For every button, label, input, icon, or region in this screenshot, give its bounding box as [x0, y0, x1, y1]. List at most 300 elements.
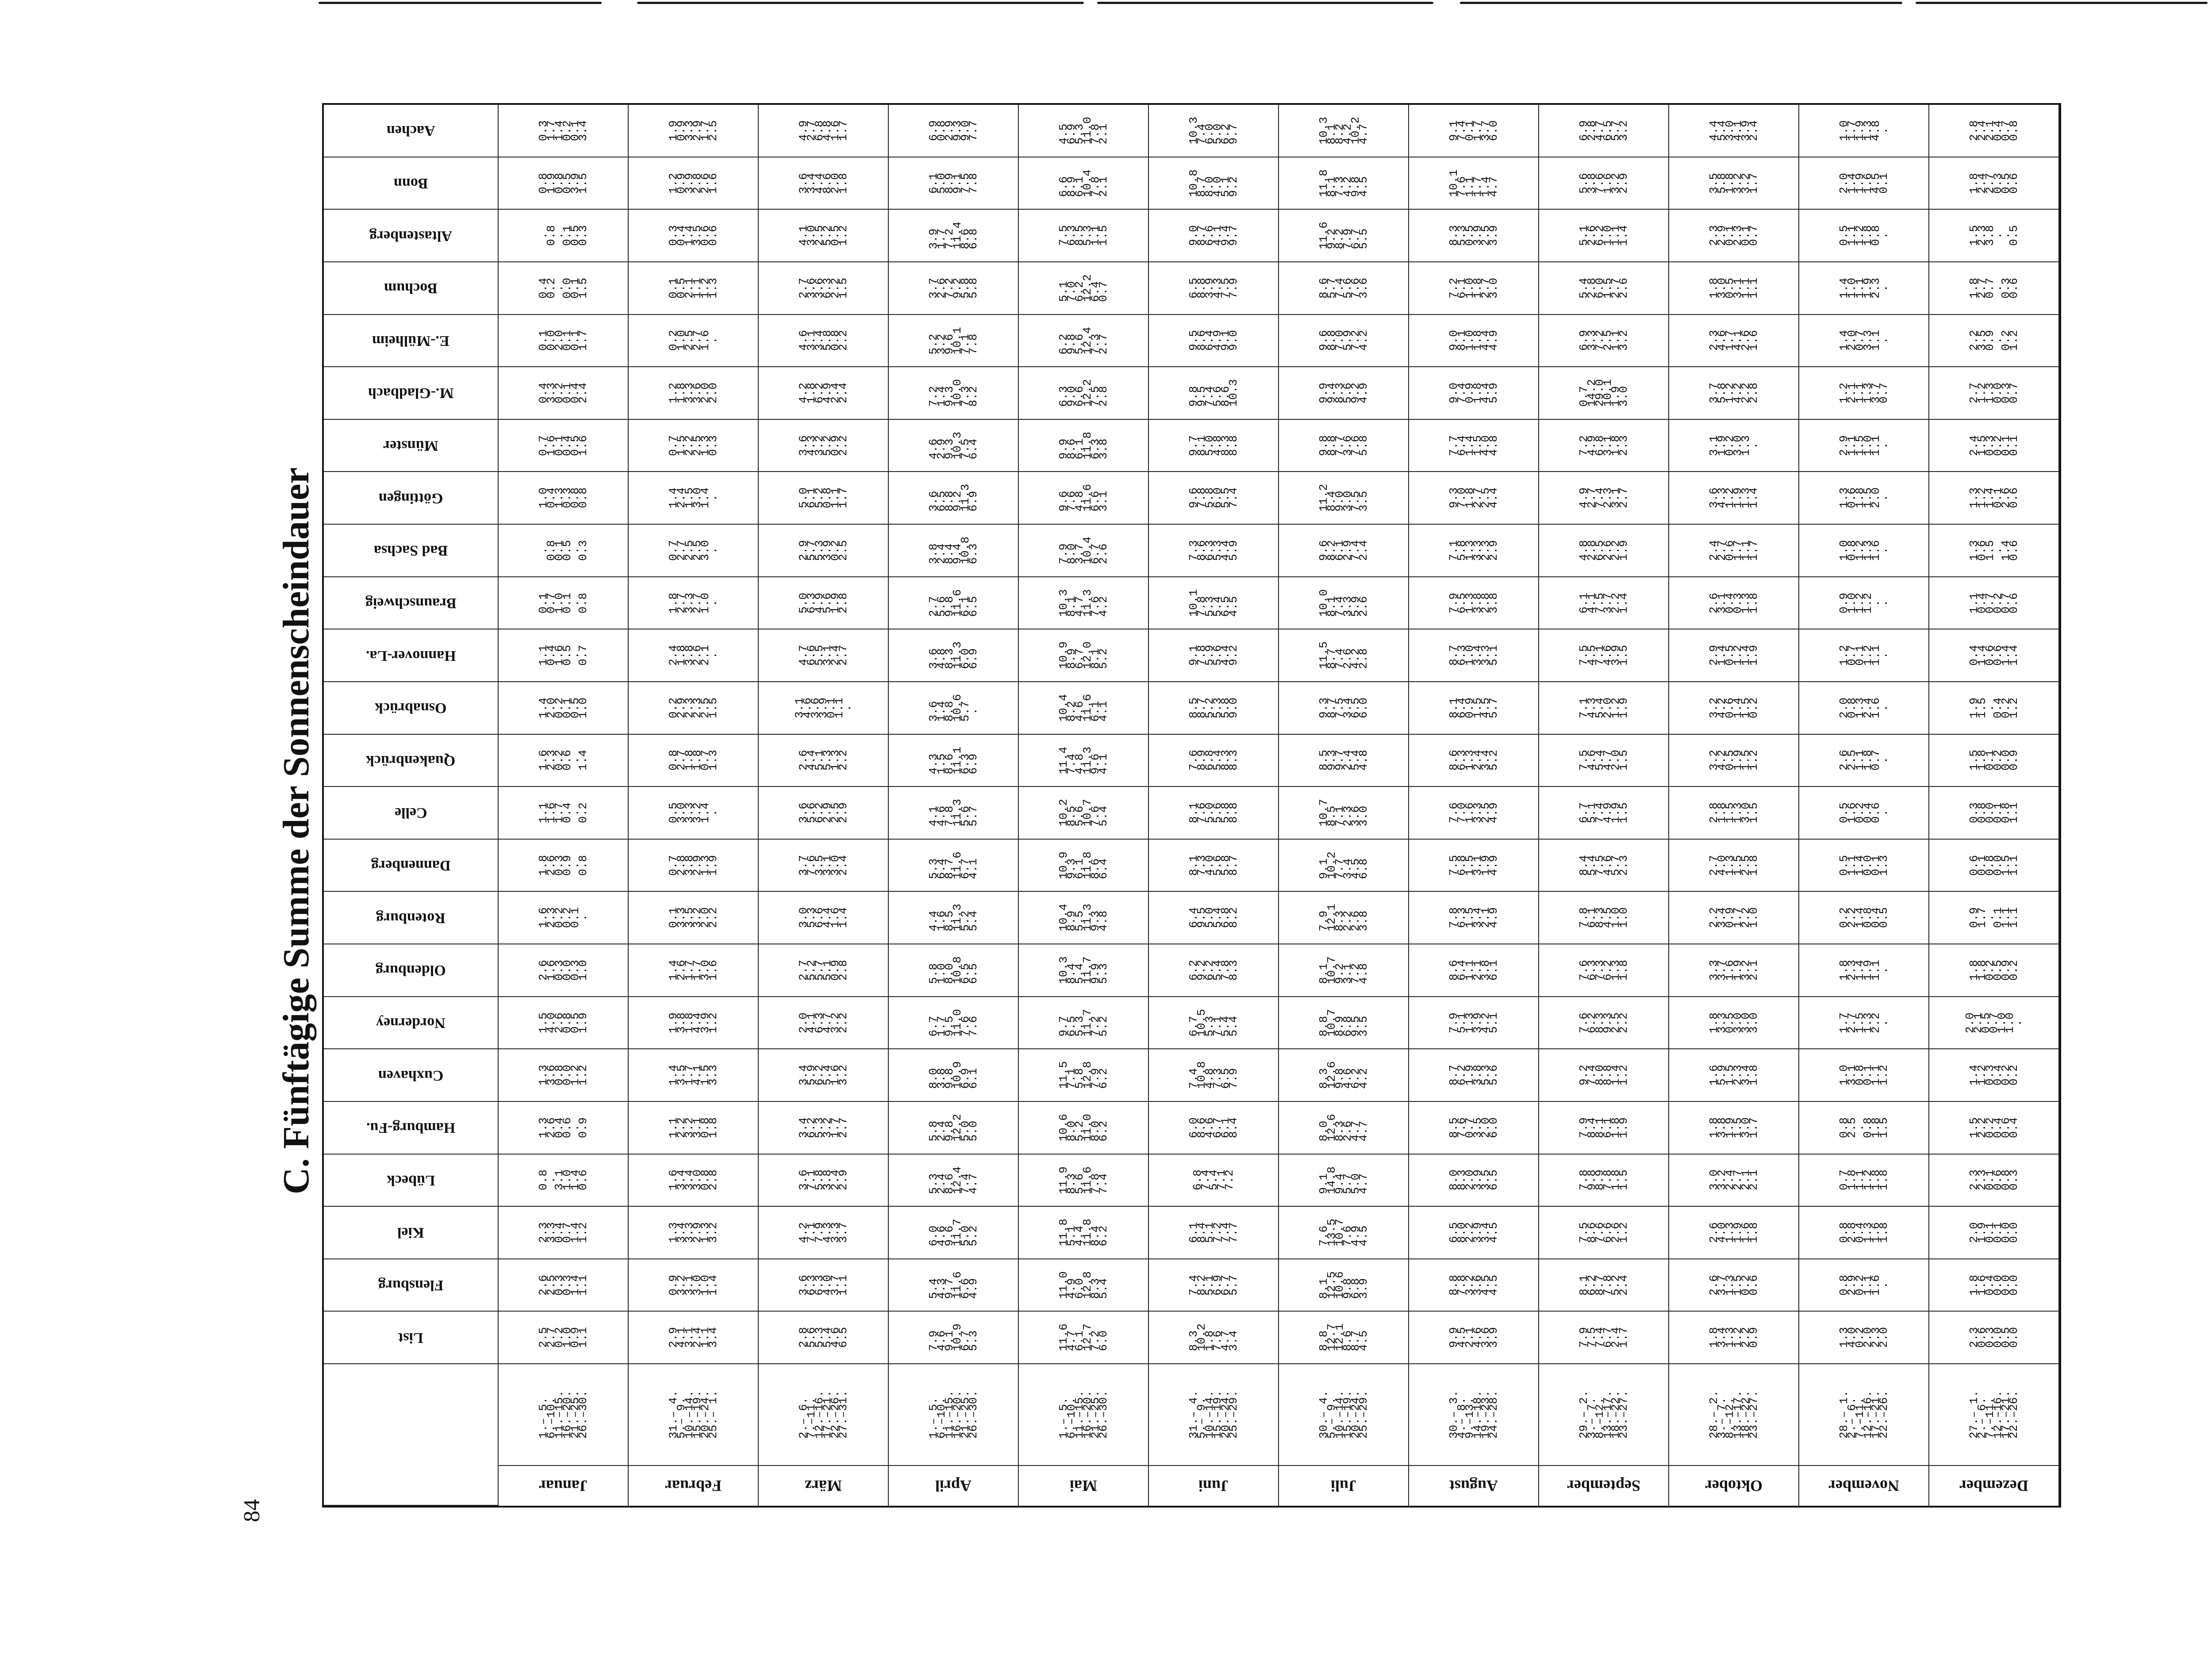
data-cell: [1799, 210, 1929, 262]
sunshine-values: 0.4 0.2 . 0.0 0.1 1.5: [537, 277, 590, 299]
period-cell: [889, 1364, 1019, 1466]
sunshine-values: 2.9 1.4 0.5 1.2 1.4 1.9: [1707, 645, 1760, 666]
sunshine-values: 2.3 3.3 0.4 0.7 1.4 1.2: [537, 1222, 590, 1243]
sunshine-values: 4.8 2.8 6.5 2.6 2.2 1.9: [1577, 540, 1630, 561]
data-cell: [1149, 682, 1279, 735]
data-cell: [499, 1259, 629, 1312]
sunshine-values: 1.8 2.3 1.4 1.9 1.1 .: [1837, 959, 1890, 981]
sunshine-values: 10.3 8.1 4.7 11.3 7.6 4.2: [1057, 589, 1110, 617]
sunshine-values: 9.1 7.4 0.1 1.7 3.7 6.0: [1447, 120, 1500, 141]
data-cell: [889, 735, 1019, 787]
sunshine-values: 0.4 1.4 0.6 0.6 1.4 1.4: [1967, 645, 2020, 666]
data-cell: [1799, 997, 1929, 1050]
sunshine-values: 9.8 8.8 7.7 3.6 7.6 5.8: [1317, 435, 1370, 456]
data-cell: [889, 1049, 1019, 1102]
station-header: [324, 420, 499, 472]
sunshine-values: 2.6 4.0 1.3 1.9 1.6 1.8: [1707, 1222, 1760, 1243]
data-cell: [1929, 944, 2059, 997]
station-name: Hamburg-Fu.: [366, 1120, 456, 1136]
data-cell: [1149, 1207, 1279, 1259]
data-cell: [889, 472, 1019, 525]
sunshine-values: 8.6 6.3 1.3 2.4 3.4 5.2: [1447, 750, 1500, 771]
data-cell: [1929, 262, 2059, 315]
data-cell: [1669, 892, 1799, 944]
data-cell: [759, 157, 889, 210]
sunshine-values: 10.4 8.2 4.6 11.6 6.1 4.1: [1057, 694, 1110, 722]
sunshine-values: 2.9 5.7 5.3 3.9 0.2 2.5: [797, 540, 850, 561]
sunshine-values: 0.5 1.1 1.2 1.8 0.8 .: [1837, 225, 1890, 246]
station-header: [324, 262, 499, 315]
sunshine-values: 9.1 10.2 7.7 3.4 4.5 6.8: [1317, 851, 1370, 879]
sunshine-values: 3.4 6.2 5.3 3.2 1.7 2.7: [797, 1117, 850, 1138]
sunshine-values: 6.9 2.8 4.7 6.5 5.7 3.2: [1577, 120, 1630, 141]
sunshine-values: 6.1 8.4 5.1 7.2 7.4 7.7: [1187, 1222, 1240, 1243]
period-labels: 31.– 4. 5.– 9. 10.–14. 15.–19. 20.–24. 25.– 1.: [667, 1390, 720, 1439]
data-cell: [1929, 787, 2059, 840]
data-cell: [1539, 1312, 1669, 1364]
sunshine-values: 10.3 8.1 8.2 4.2 10.2 4.7: [1317, 117, 1370, 145]
data-cell: [1279, 315, 1409, 368]
data-cell: [499, 735, 629, 787]
period-labels: 30.– 3. 4.– 8. 9.–13. 14.–18. 19.–23. 24.–28.: [1447, 1390, 1500, 1439]
period-cell: [1929, 1364, 2059, 1466]
data-cell: [759, 682, 889, 735]
data-cell: [1409, 735, 1539, 787]
data-cell: [1539, 157, 1669, 210]
data-cell: [629, 105, 759, 157]
sunshine-values: 2.3 2.9 0.1 2.3 0.1 0.7: [1707, 225, 1760, 246]
station-header: [324, 840, 499, 892]
sunshine-values: 2.3 2.3 0.1 0.6 0.8 0.3: [1967, 1170, 2020, 1191]
sunshine-values: 6.3 9.0 6.6 12.2 7.5 2.8: [1057, 379, 1110, 407]
sunshine-values: 2.4 1.8 3.8 2.6 2.1 .: [667, 645, 720, 666]
data-cell: [629, 1207, 759, 1259]
sunshine-values: 10.9 8.9 6.7 12.0 8.1 5.2: [1057, 641, 1110, 669]
sunshine-values: 1.3 4.0 0.2 2.0 2.3 2.0: [1837, 1327, 1890, 1348]
sunshine-values: 3.6 6.3 6.3 4.0 3.7 1.1: [797, 1274, 850, 1296]
sunshine-values: 7.6 6.3 7.3 6.2 1.3 1.8: [1577, 959, 1630, 981]
period-labels: 1.– 5. 6.–10. 11.–15. 16.–20. 21.–25. 26.–30.: [927, 1390, 980, 1439]
sunshine-values: 6.0 8.6 4.6 6.7 6.1 8.4: [1187, 1117, 1240, 1138]
sunshine-values: 1.8 2.6 0.3 0.9 . 0.8: [537, 855, 590, 876]
data-cell: [889, 1207, 1019, 1259]
sunshine-values: 8.7 6.2 1.9 3.8 5.3 5.6: [1447, 1065, 1500, 1086]
station-name: M.-Gladbach: [368, 385, 454, 402]
station-header: [324, 682, 499, 735]
data-cell: [759, 1049, 889, 1102]
sunshine-values: 8.1 7.6 5.0 5.6 5.8 8.8: [1187, 802, 1240, 823]
month-header: [1669, 1466, 1799, 1506]
sunshine-values: 2.3 4.6 1.7 4.1 2.6 1.6: [1707, 330, 1760, 351]
sunshine-values: 5.6 3.8 7.6 1.6 3.2 2.9: [1577, 173, 1630, 194]
data-cell: [759, 210, 889, 262]
sunshine-values: 8.1 7.3 4.0 5.6 5.8 8.7: [1187, 855, 1240, 876]
data-cell: [1799, 577, 1929, 630]
data-cell: [759, 105, 889, 157]
station-header: [324, 1312, 499, 1364]
data-cell: [1019, 1259, 1149, 1312]
data-cell: [1539, 892, 1669, 944]
station-header: [324, 577, 499, 630]
data-cell: [1929, 1102, 2059, 1155]
sunshine-values: . 0.8 0.1 0.5 . 0.3: [537, 540, 590, 561]
sunshine-values: 7.2 1.4 9.3 10.0 7.3 8.2: [927, 379, 980, 407]
sunshine-values: 4.6 3.1 3.4 5.8 0.8 2.2: [797, 330, 850, 351]
month-name: Juni: [1198, 1477, 1229, 1495]
sunshine-values: 10.3 7.4 6.0 5.0 6.2 9.7: [1187, 117, 1240, 145]
sunshine-values: 0.6 0.1 0.8 0.0 1.5 1.1: [1967, 855, 2020, 876]
sunshine-values: 0.2 2.9 2.3 2.3 2.5 1.5: [667, 697, 720, 718]
station-name: Bonn: [393, 175, 428, 192]
period-cell: [629, 1364, 759, 1466]
data-cell: [1019, 420, 1149, 472]
sunshine-values: 3.6 4.3 1.2 1.9 1.3 1.4: [1707, 487, 1760, 509]
sunshine-values: 4.1 3.0 2.5 5.2 0.5 1.2: [797, 225, 850, 246]
sunshine-values: 1.9 3.8 1.8 4.4 3.9 1.2: [667, 1012, 720, 1033]
sunshine-values: 2.7 1.2 1.3 0.0 0.3 0.7: [1967, 383, 2020, 403]
station-name: Bochum: [384, 280, 438, 297]
data-cell: [1149, 892, 1279, 944]
data-cell: [759, 1259, 889, 1312]
station-header: [324, 157, 499, 210]
sunshine-values: 5.4 4.3 9.7 11.6 6.6 4.9: [927, 1271, 980, 1299]
sunshine-values: 2.6 2.5 1.1 1.8 0.7 .: [1837, 750, 1890, 771]
period-labels: 1.– 5. 6.–10. 11.–15. 16.–20. 21.–25. 26.–30.: [537, 1390, 590, 1439]
data-cell: [629, 892, 759, 944]
data-cell: [1279, 1049, 1409, 1102]
sunshine-values: 8.0 8.3 2.0 3.9 3.5 6.5: [1447, 1170, 1500, 1191]
sunshine-values: 9.6 7.6 4.8 11.6 6.6 3.1: [1057, 484, 1110, 512]
data-cell: [1409, 472, 1539, 525]
sunshine-values: 2.6 4.4 5.1 5.3 1.3 2.2: [797, 750, 850, 771]
data-cell: [1929, 1259, 2059, 1312]
sunshine-values: 3.6 3.4 4.4 8.6 2.0 1.8: [797, 173, 850, 194]
month-header: [1539, 1466, 1669, 1506]
sunshine-values: 2.8 5.6 5.3 5.4 4.6 6.5: [797, 1327, 850, 1348]
sunshine-values: 2.2 3.5 0.9 . 0.2 1.2: [1967, 330, 2020, 351]
data-cell: [499, 682, 629, 735]
sunshine-values: 11.8 5.1 4.4 11.8 8.4 6.2: [1057, 1219, 1110, 1247]
sunshine-values: 0.7 1.8 1.1 1.2 1.8 1.8: [1837, 1170, 1890, 1191]
sunshine-values: 1.8 3.0 0.5 3.1 1.1 1.1: [1707, 277, 1760, 299]
data-cell: [1409, 262, 1539, 315]
sunshine-values: 11.6 4.7 6.1 12.7 7.2 6.0: [1057, 1324, 1110, 1351]
sunshine-values: 1.3 3.6 0.8 0.0 1.2 1.2: [537, 1065, 590, 1086]
data-cell: [1019, 682, 1149, 735]
sunshine-values: 6.2 9.2 6.2 5.4 7.8 8.3: [1187, 959, 1240, 981]
data-cell: [759, 735, 889, 787]
data-cell: [1409, 944, 1539, 997]
sunshine-values: 11.8 8.1 7.3 4.2 9.8 4.5: [1317, 169, 1370, 197]
sunshine-values: 1.8 1.6 0.4 0.0 0.0 0.0: [1967, 1274, 2020, 1296]
sunshine-values: 0.8 1.9 0.8 0.5 3.9 1.5: [537, 173, 590, 194]
data-cell: [1669, 840, 1799, 892]
data-cell: [499, 210, 629, 262]
sunshine-values: 1.5 2.3 3.8 . . 0.5: [1967, 225, 2020, 246]
data-cell: [1539, 262, 1669, 315]
data-cell: [1019, 997, 1149, 1050]
data-cell: [499, 577, 629, 630]
sunshine-values: 10.8 8.7 8.0 4.0 5.1 9.2: [1187, 169, 1240, 197]
data-cell: [1149, 1155, 1279, 1207]
data-cell: [1019, 840, 1149, 892]
month-header: [629, 1466, 759, 1506]
data-cell: [1669, 997, 1799, 1050]
sunshine-values: 9.0 8.7 6.6 4.1 9.4 9.7: [1187, 225, 1240, 246]
sunshine-values: 9.6 7.8 5.8 6.0 5.5 7.4: [1187, 487, 1240, 509]
sunshine-values: 0.7 14.2 29.0 10.1 1.9 3.0: [1577, 379, 1630, 407]
station-name: Altastenberg: [369, 227, 452, 244]
sunshine-values: 1.2 1.8 3.3 3.6 2.0 2.0: [667, 383, 720, 403]
sunshine-values: 2.2 3.4 0.9 1.7 2.2 1.0: [1707, 907, 1760, 928]
data-cell: [1929, 525, 2059, 577]
data-cell: [629, 944, 759, 997]
data-cell: [1799, 1155, 1929, 1207]
sunshine-values: 4.2 7.1 7.9 4.3 3.3 3.7: [797, 1222, 850, 1243]
sunshine-values: 5.1 2.6 6.2 1.0 1.1 1.4: [1577, 225, 1630, 246]
sunshine-values: 9.1 14.8 9.4 5.7 5.0 4.7: [1317, 1166, 1370, 1194]
sunshine-values: 11.5 7.1 5.8 12.8 7.9 6.2: [1057, 1061, 1110, 1089]
data-cell: [1019, 472, 1149, 525]
data-cell: [1279, 944, 1409, 997]
sunshine-values: 6.5 8.0 2.2 3.9 3.4 4.5: [1447, 1222, 1500, 1243]
station-name: Braunschweig: [365, 595, 457, 611]
sunshine-values: 2.0 1.4 1.9 1.6 4.5 0.1: [1837, 173, 1890, 194]
month-header: [1929, 1466, 2059, 1506]
data-cell: [759, 1102, 889, 1155]
sunshine-values: 1.8 3.3 0.5 3.0 3.0 3.0: [1707, 1012, 1760, 1033]
data-cell: [1019, 315, 1149, 368]
sunshine-values: 1.0 0.8 1.2 1.3 1.6 .: [1837, 540, 1890, 561]
sunshine-values: 3.0 3.2 2.4 2.7 2.1 2.1: [1707, 1170, 1760, 1191]
sunshine-values: 6.9 3.3 7.2 2.5 1.1 3.2: [1577, 330, 1630, 351]
data-cell: [499, 629, 629, 682]
data-cell: [1019, 210, 1149, 262]
sunshine-values: 3.7 5.8 1.2 4.2 2.2 2.8: [1707, 383, 1760, 403]
data-cell: [889, 262, 1019, 315]
data-cell: [1019, 262, 1149, 315]
data-cell: [1409, 1207, 1539, 1259]
station-header: [324, 944, 499, 997]
station-name: Oldenburg: [376, 962, 446, 979]
station-header: [324, 629, 499, 682]
data-cell: [1929, 157, 2059, 210]
sunshine-values: 1.6 2.3 0.2 0.6 . 1.4: [537, 750, 590, 771]
sunshine-values: 3.2 4.2 0.5 1.9 1.5 1.2: [1707, 750, 1760, 771]
month-name: September: [1567, 1477, 1640, 1495]
station-header: [324, 892, 499, 944]
data-cell: [1799, 682, 1929, 735]
data-cell: [1539, 367, 1669, 420]
data-cell: [1539, 944, 1669, 997]
data-cell: [1149, 997, 1279, 1050]
data-cell: [1799, 315, 1929, 368]
sunshine-values: 3.6 4.3 3.2 5.2 0.9 2.2: [797, 435, 850, 456]
data-cell: [889, 315, 1019, 368]
sunshine-values: 6.0 4.6 9.6 11.7 5.0 5.2: [927, 1219, 980, 1247]
station-name: Münster: [383, 437, 438, 454]
data-cell: [499, 997, 629, 1050]
data-cell: [1669, 629, 1799, 682]
data-cell: [1019, 367, 1149, 420]
sunshine-values: 7.5 6.8 1.5 3.1 1.9 4.9: [1447, 855, 1500, 876]
data-cell: [889, 629, 1019, 682]
station-name: Göttingen: [378, 490, 443, 506]
data-cell: [889, 892, 1019, 944]
data-cell: [1409, 1102, 1539, 1155]
data-cell: [1539, 525, 1669, 577]
sunshine-values: 7.9 6.5 1.3 3.8 2.8 3.8: [1447, 592, 1500, 614]
sunshine-values: 8.5 8.7 5.2 5.3 5.8 9.0: [1187, 697, 1240, 718]
data-cell: [1279, 525, 1409, 577]
sunshine-values: 4.7 6.6 5.5 3.1 2.4 2.7: [797, 645, 850, 666]
data-cell: [889, 420, 1019, 472]
sunshine-values: . 0.8 . 0.1 0.5 0.3: [537, 225, 590, 246]
data-cell: [1669, 157, 1799, 210]
data-cell: [1279, 629, 1409, 682]
data-cell: [1279, 735, 1409, 787]
data-cell: [1669, 315, 1799, 368]
sunshine-values: 0.9 1.0 1.2 1.2 . .: [1837, 592, 1890, 614]
sunshine-values: 9.2 7.4 8.0 8.8 1.4 1.2: [1577, 1065, 1630, 1086]
data-cell: [1279, 577, 1409, 630]
sunshine-values: 0.3 1.7 1.4 0.2 0.1 3.4: [537, 120, 590, 141]
data-cell: [1539, 1259, 1669, 1312]
sunshine-values: 0.5 1.1 1.4 0.0 0.1 1.3: [1837, 855, 1890, 876]
scan-edge: [0, 0, 2212, 8]
sunshine-values: 3.6 7.1 5.8 3.8 2.4 2.9: [797, 1170, 850, 1191]
data-cell: [889, 997, 1019, 1050]
sunshine-values: 0.8 2.5 . 0.8 1.8 1.5: [1837, 1117, 1890, 1138]
sunshine-values: 4.3 1.5 8.6 11.1 6.3 6.9: [927, 746, 980, 775]
sunshine-values: 0.9 1.7 . 0.1 1.1 1.1: [1967, 907, 2020, 928]
sunshine-values: 4.9 2.7 6.8 4.8 1.6 1.7: [797, 120, 850, 141]
sunshine-values: 2.0 0.8 1.3 2.4 1.6 .: [1837, 697, 1890, 718]
sunshine-values: 6.6 8.9 6.1 10.4 7.8 2.1: [1057, 169, 1110, 197]
sunshine-values: 2.7 5.6 9.8 11.6 6.1 6.5: [927, 589, 980, 617]
data-cell: [1799, 157, 1929, 210]
period-labels: 29.– 2. 3.– 7. 8.–12. 13.–17. 18.–22. 23.–27.: [1577, 1390, 1630, 1439]
data-cell: [629, 997, 759, 1050]
data-cell: [1409, 787, 1539, 840]
sunshine-values: 8.0 3.8 9.8 10.9 6.9 6.1: [927, 1061, 980, 1089]
sunshine-values: 1.2 0.9 3.9 2.8 2.6 1.6: [667, 173, 720, 194]
corner-cell: [324, 1364, 499, 1506]
data-cell: [1929, 1155, 2059, 1207]
sunshine-values: 11.0 4.9 6.0 12.8 8.3 5.4: [1057, 1271, 1110, 1299]
sunshine-values: 6.5 8.8 3.9 4.3 7.5 7.9: [1187, 277, 1240, 299]
sunshine-values: 4.1 4.6 7.8 11.3 5.6 5.7: [927, 799, 980, 827]
sunshine-values: 0.1 0.5 2.1 1.1 1.2 1.3: [667, 277, 720, 299]
data-cell: [1019, 629, 1149, 682]
sunshine-values: 11.2 8.4 9.0 3.0 7.5 3.5: [1317, 484, 1370, 512]
data-cell: [1929, 472, 2059, 525]
sunshine-values: 1.5 1.8 0.1 0.2 0.0 0.9: [1967, 750, 2020, 771]
sunshine-values: 2.7 4.0 1.3 1.5 2.5 1.8: [1707, 855, 1760, 876]
data-cell: [889, 840, 1019, 892]
sunshine-values: 1.3 2.6 0.4 0.6 . 0.9: [537, 1117, 590, 1138]
data-cell: [1539, 787, 1669, 840]
station-header: [324, 472, 499, 525]
data-cell: [889, 1312, 1019, 1364]
data-cell: [889, 367, 1019, 420]
sunshine-values: 2.0 1.9 0.1 0.1 0.0 0.0: [1967, 1222, 2020, 1243]
data-cell: [499, 105, 629, 157]
data-cell: [1279, 262, 1409, 315]
sunshine-values: 8.5 9.3 9.7 2.4 5.4 4.8: [1317, 750, 1370, 771]
sunshine-values: 1.4 1.0 1.1 1.9 2.3 .: [1837, 277, 1890, 299]
station-header: [324, 210, 499, 262]
sunshine-values: 9.6 8.2 6.1 2.9 7.4 2.4: [1317, 540, 1370, 561]
sunshine-values: 10.4 8.9 5.5 11.3 9.3 4.8: [1057, 904, 1110, 932]
month-name: April: [935, 1477, 972, 1495]
data-cell: [1669, 1259, 1799, 1312]
data-cell: [629, 840, 759, 892]
sunshine-values: 9.8 9.5 7.4 5.6 8.6 10.3: [1187, 379, 1240, 407]
data-cell: [1539, 210, 1669, 262]
sunshine-values: 0.7 2.7 2.5 2.5 3.0 .: [667, 540, 720, 561]
station-name: Rotenburg: [376, 909, 445, 926]
data-cell: [1149, 1259, 1279, 1312]
data-cell: [759, 840, 889, 892]
data-cell: [1799, 472, 1929, 525]
data-cell: [1149, 105, 1279, 157]
data-cell: [759, 1312, 889, 1364]
data-cell: [1279, 1207, 1409, 1259]
sunshine-values: 7.6 6.2 8.3 9.3 2.5 2.2: [1577, 1012, 1630, 1033]
month-header: [1149, 1466, 1279, 1506]
sunshine-values: 1.1 0.4 0.7 0.2 0.7 0.6: [1967, 592, 2020, 614]
data-cell: [759, 367, 889, 420]
month-header: [889, 1466, 1019, 1506]
data-cell: [629, 420, 759, 472]
period-labels: 28.– 1. 2.– 6. 7.–11. 12.–16. 17.–21. 22.–26.: [1837, 1390, 1890, 1439]
sunshine-values: 3.0 5.3 6.6 4.4 1.6 1.4: [797, 907, 850, 928]
data-cell: [759, 525, 889, 577]
sunshine-values: 8.8 10.7 8.9 6.8 9.5 3.5: [1317, 1009, 1370, 1037]
station-header: [324, 1207, 499, 1259]
sunshine-values: 9.0 7.4 0.9 1.8 4.4 5.9: [1447, 383, 1500, 403]
data-cell: [1149, 1102, 1279, 1155]
sunshine-values: 7.5 6.3 8.5 5.3 1.1 1.5: [1057, 225, 1110, 246]
data-cell: [1799, 1207, 1929, 1259]
sunshine-values: 0.1 0.0 2.0 0.1 0.1 1.7: [537, 330, 590, 351]
data-cell: [1929, 367, 2059, 420]
sunshine-values: 2.0 4.1 6.3 4.7 3.2 2.2: [797, 1012, 850, 1033]
station-name: Flensburg: [378, 1277, 444, 1294]
sunshine-values: 1.1 0.4 1.6 0.5 . 0.7: [537, 645, 590, 666]
sunshine-values: 8.6 5.7 7.4 5.6 7.6 3.6: [1317, 277, 1370, 299]
data-cell: [1669, 1155, 1799, 1207]
sunshine-values: 6.7 5.1 7.4 4.9 1.9 1.5: [1577, 802, 1630, 823]
sunshine-values: 2.4 1.5 0.3 0.2 0.1 0.1: [1967, 435, 2020, 456]
data-cell: [759, 472, 889, 525]
data-cell: [1149, 367, 1279, 420]
sunshine-values: 9.7 8.1 5.0 4.8 8.3 8.8: [1187, 435, 1240, 456]
sunshine-values: 8.1 6.2 8.7 7.8 5.2 2.4: [1577, 1274, 1630, 1296]
station-header: [324, 1102, 499, 1155]
sunshine-values: 7.2 4.9 6.8 3.1 1.8 2.3: [1577, 435, 1630, 456]
period-cell: [759, 1364, 889, 1466]
month-header: [1799, 1466, 1929, 1506]
data-cell: [499, 1102, 629, 1155]
sunshine-values: 3.3 3.7 1.6 1.9 3.2 2.1: [1707, 959, 1760, 981]
sunshine-values: 3.6 5.6 6.2 2.9 2.5 2.9: [797, 802, 850, 823]
data-cell: [499, 525, 629, 577]
data-cell: [1669, 1102, 1799, 1155]
data-cell: [1669, 367, 1799, 420]
sunshine-values: 2.0 2.1 0.5 0.7 1.0 1.0 .: [1963, 1012, 2024, 1033]
